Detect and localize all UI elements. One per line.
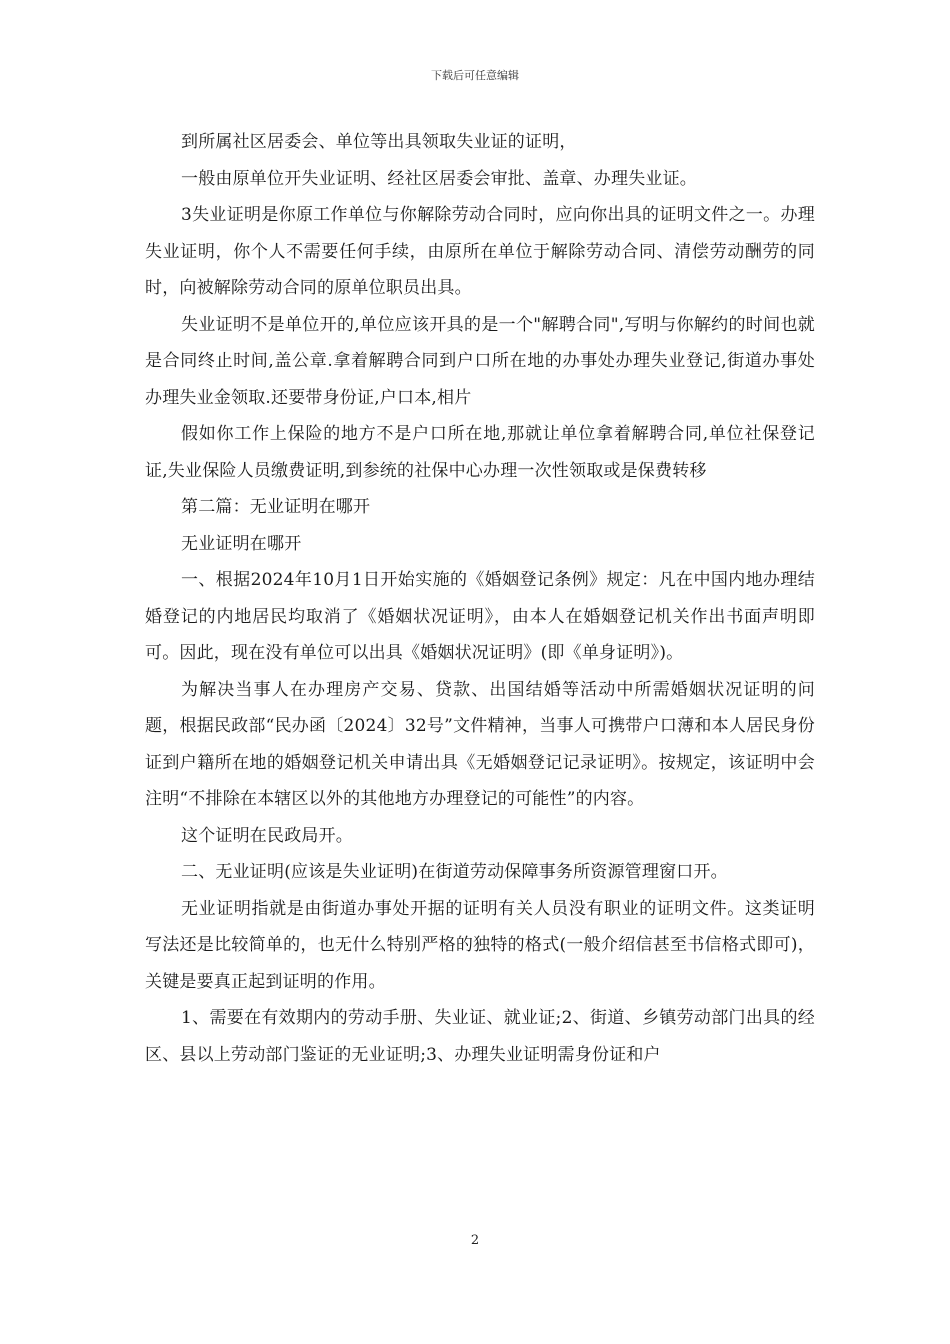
paragraph: 到所属社区居委会、单位等出具领取失业证的证明， (181, 132, 577, 152)
paragraph: 为解决当事人在办理房产交易、贷款、出国结婚等活动中所需婚姻状况证明的问题，根据民政部“民办函〔2024〕32号”文件精神，当事人可携带户口薄和本人居民身份证到户籍所在地的婚姻登记机关申请出具《无婚姻登记记录证明》。按规定，该证明中会注明“不排除在本辖区以外的其他地方办理登记的可能性”的内容。 (145, 679, 815, 809)
document-body (145, 124, 815, 1073)
paragraph: 无业证明指就是由街道办事处开据的证明有关人员没有职业的证明文件。这类证明写法还是比较简单的，也无什么特别严格的独特的格式(一般介绍信甚至书信格式即可)，关键是要真正起到证明的作用。 (145, 898, 815, 992)
paragraph: 一、根据2024年10月1日开始实施的《婚姻登记条例》规定：凡在中国内地办理结婚登记的内地居民均取消了《婚姻状况证明》，由本人在婚姻登记机关作出书面声明即可。因此，现在没有单位可以出具《婚姻状况证明》(即《单身证明》)。 (145, 570, 815, 663)
section-subheading: 无业证明在哪开 (181, 533, 302, 554)
paragraph: 1、需要在有效期内的劳动手册、失业证、就业证;2、街道、乡镇劳动部门出具的经区、县以上劳动部门鉴证的无业证明;3、办理失业证明需身份证和户 (145, 1008, 815, 1065)
paragraph: 一般由原单位开失业证明、经社区居委会审批、盖章、办理失业证。 (181, 168, 697, 189)
paragraph: 这个证明在民政局开。 (181, 825, 353, 846)
paragraph: 3失业证明是你原工作单位与你解除劳动合同时，应向你出具的证明文件之一。办理失业证明，你个人不需要任何手续，由原所在单位于解除劳动合同、清偿劳动酬劳的同时，向被解除劳动合同的原单位职员出具。 (145, 205, 815, 298)
section-heading: 第二篇：无业证明在哪开 (181, 497, 371, 517)
paragraph: 失业证明不是单位开的,单位应该开具的是一个"解聘合同",写明与你解约的时间也就是合同终止时间,盖公章.拿着解聘合同到户口所在地的办事处办理失业登记,街道办事处办理失业金领取.还要带身份证,户口本,相片 (145, 314, 815, 408)
paragraph: 假如你工作上保险的地方不是户口所在地,那就让单位拿着解聘合同,单位社保登记证,失业保险人员缴费证明,到参统的社保中心办理一次性领取或是保费转移 (145, 424, 815, 481)
page-number: 2 (470, 1233, 480, 1248)
page-header: 下载后可任意编辑 (431, 69, 519, 82)
paragraph: 二、无业证明(应该是失业证明)在街道劳动保障事务所资源管理窗口开。 (181, 862, 728, 882)
